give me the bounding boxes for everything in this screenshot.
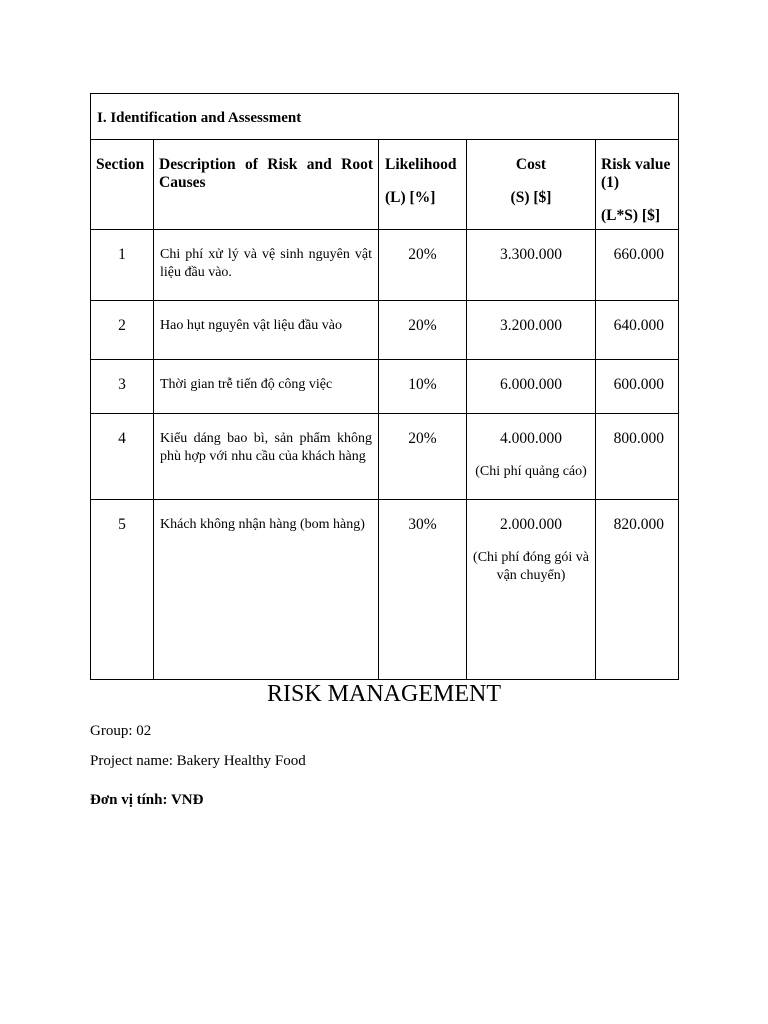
row-cost <box>467 301 596 360</box>
project-name: Project name: Bakery Healthy Food <box>90 753 306 769</box>
row-description: Hao hụt nguyên vật liệu đầu vào <box>154 301 379 360</box>
row-section: 1 <box>91 230 154 301</box>
row-section: 5 <box>91 500 154 680</box>
row-risk-value: 800.000 <box>596 414 679 500</box>
row-cost-note: (Chi phí đóng gói và vận chuyển) <box>473 550 589 583</box>
currency-unit: Đơn vị tính: VNĐ <box>90 792 204 808</box>
row-likelihood: 30% <box>379 500 467 680</box>
document-title: RISK MANAGEMENT <box>267 681 501 707</box>
header-cost-label: Cost <box>515 156 547 173</box>
group-label: Group: 02 <box>90 723 152 739</box>
row-likelihood: 20% <box>379 230 467 301</box>
row-cost <box>467 500 596 680</box>
row-cost <box>467 360 596 414</box>
row-cost-value: 3.200.000 <box>500 317 562 334</box>
header-risk-unit: (L*S) [$] <box>601 207 660 224</box>
row-likelihood: 20% <box>379 414 467 500</box>
table-row <box>91 301 679 360</box>
row-risk-value: 660.000 <box>596 230 679 301</box>
header-risk-label: Risk value (1) <box>601 156 671 191</box>
row-section: 3 <box>91 360 154 414</box>
table-header-row <box>91 140 679 230</box>
row-description: Kiểu dáng bao bì, sản phẩm không phù hợp với nhu cầu của khách hàng <box>154 414 379 500</box>
row-section: 4 <box>91 414 154 500</box>
header-cost <box>467 140 596 230</box>
row-cost <box>467 230 596 301</box>
row-cost-value: 3.300.000 <box>500 246 562 263</box>
header-section-label: Section <box>96 156 145 173</box>
row-section: 2 <box>91 301 154 360</box>
row-risk-value: 820.000 <box>596 500 679 680</box>
row-cost-value: 2.000.000 <box>500 516 562 533</box>
table-section-row <box>91 94 679 140</box>
row-cost-note: (Chi phí quảng cáo) <box>475 464 587 479</box>
row-likelihood: 10% <box>379 360 467 414</box>
header-risk <box>596 140 679 230</box>
row-cost <box>467 414 596 500</box>
table-row <box>91 414 679 500</box>
header-likelihood <box>379 140 467 230</box>
table-section-title: I. Identification and Assessment <box>91 94 679 140</box>
row-cost-value: 6.000.000 <box>500 376 562 393</box>
header-cost-unit: (S) [$] <box>510 189 552 206</box>
risk-assessment-table <box>90 93 679 680</box>
row-risk-value: 600.000 <box>596 360 679 414</box>
row-cost-value: 4.000.000 <box>500 430 562 447</box>
table-row <box>91 230 679 301</box>
row-risk-value: 640.000 <box>596 301 679 360</box>
table-row <box>91 500 679 680</box>
header-likelihood-label: Likelihood <box>385 156 457 173</box>
header-description <box>154 140 379 230</box>
header-description-label: Description of Risk and Root Causes <box>159 156 373 191</box>
row-description: Chi phí xử lý và vệ sinh nguyên vật liệu đầu vào. <box>154 230 379 301</box>
row-description: Khách không nhận hàng (bom hàng) <box>154 500 379 680</box>
header-likelihood-unit: (L) [%] <box>385 189 436 206</box>
table-row <box>91 360 679 414</box>
row-description: Thời gian trễ tiến độ công việc <box>154 360 379 414</box>
header-section <box>91 140 154 230</box>
row-likelihood: 20% <box>379 301 467 360</box>
